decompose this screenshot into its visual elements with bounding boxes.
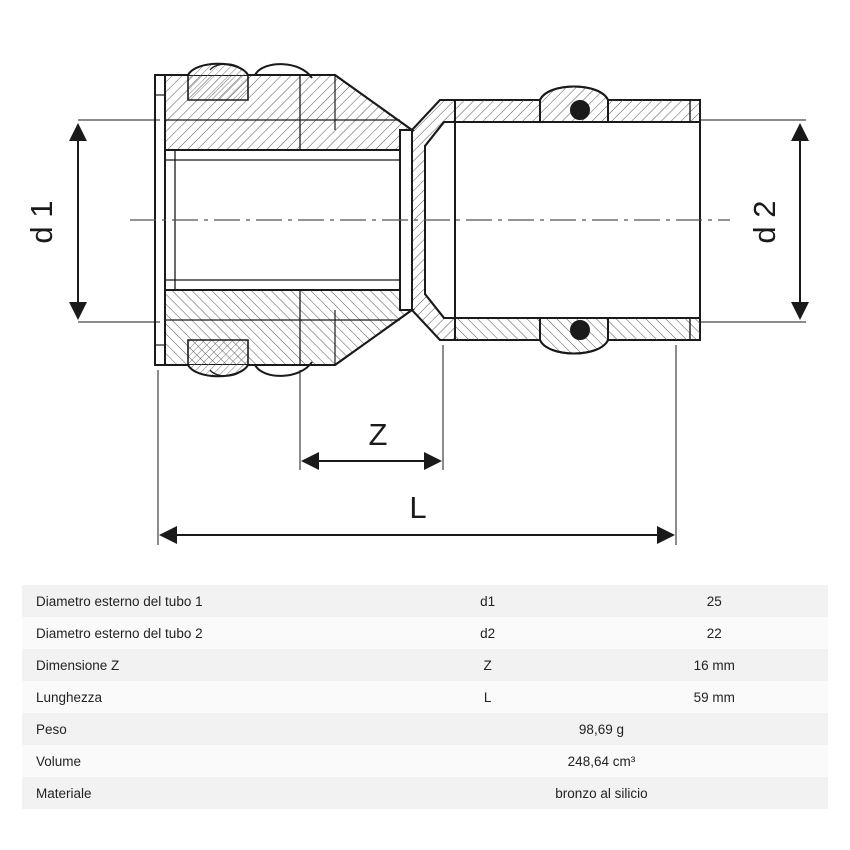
- spec-label: Diametro esterno del tubo 1: [22, 585, 375, 617]
- spec-symbol: L: [375, 681, 601, 713]
- spec-symbol: Z: [375, 649, 601, 681]
- table-row: [22, 777, 828, 809]
- spec-value: 248,64 cm³: [375, 745, 828, 777]
- dimension-label-d2: d 2: [747, 200, 782, 244]
- dimension-label-d1: d 1: [24, 200, 59, 244]
- table-row: [22, 745, 828, 777]
- dimension-label-z: Z: [368, 417, 388, 452]
- table-row: [22, 617, 828, 649]
- spec-symbol: d2: [375, 617, 601, 649]
- spec-value: 25: [600, 585, 828, 617]
- spec-label: Diametro esterno del tubo 2: [22, 617, 375, 649]
- spec-label: Dimensione Z: [22, 649, 375, 681]
- dimension-d2: [700, 120, 806, 322]
- dimension-d1: [24, 120, 160, 322]
- spec-value: 16 mm: [600, 649, 828, 681]
- spec-label: Peso: [22, 713, 375, 745]
- table-row: [22, 585, 828, 617]
- dimension-label-l: L: [409, 490, 427, 525]
- spec-label: Lunghezza: [22, 681, 375, 713]
- spec-value: 22: [600, 617, 828, 649]
- spec-label: Materiale: [22, 777, 375, 809]
- table-row: [22, 713, 828, 745]
- table-row: [22, 649, 828, 681]
- table-row: [22, 681, 828, 713]
- specification-table: [22, 585, 828, 809]
- spec-symbol: d1: [375, 585, 601, 617]
- spec-value: 98,69 g: [375, 713, 828, 745]
- spec-value: bronzo al silicio: [375, 777, 828, 809]
- spec-value: 59 mm: [600, 681, 828, 713]
- spec-label: Volume: [22, 745, 375, 777]
